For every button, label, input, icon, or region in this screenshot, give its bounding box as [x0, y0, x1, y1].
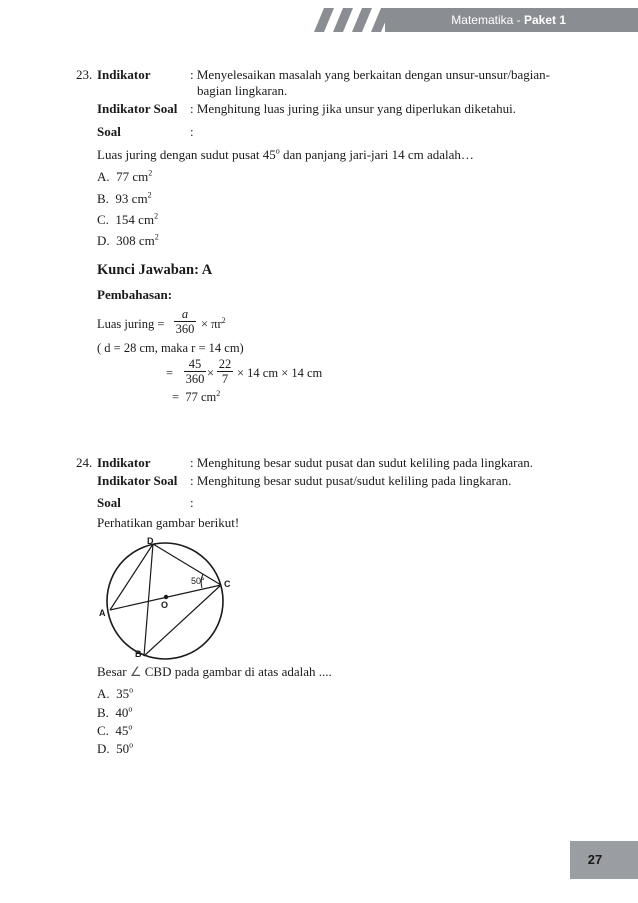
q24-indikator: : Menghitung besar sudut pusat dan sudut keliling pada lingkaran. [190, 455, 533, 470]
formula-eq1: = [166, 366, 174, 380]
q23-soal-label: Soal [97, 124, 121, 139]
q24-number: 24. [76, 455, 93, 470]
q23-indikator: : Menyelesaikan masalah yang berkaitan dengan unsur-unsur/bagian- [190, 67, 551, 82]
circle-figure [97, 535, 233, 661]
center-point [164, 595, 168, 599]
q24-question: Besar ∠ CBD pada gambar di atas adalah .... [97, 664, 332, 679]
q23-indikator-soal: : Menghitung luas juring jika unsur yang diperlukan diketahui. [190, 101, 517, 116]
q23-pembahasan-label: Pembahasan: [97, 287, 173, 302]
q24-soal-label: Soal [97, 495, 121, 510]
q24-indikator-soal-label: Indikator Soal [97, 473, 178, 488]
q23-answer-key: Kunci Jawaban: A [97, 262, 213, 278]
q23-option-b: B. 93 $cm^2$ [97, 190, 152, 206]
label-d: D [147, 536, 154, 546]
chord-cb [144, 585, 221, 656]
formula-result: = 77 $cm^2$ [172, 388, 221, 404]
label-c: C [224, 579, 231, 589]
q23-option-a: A. 77 $cm^2$ [97, 168, 153, 184]
formula-times1: × [207, 366, 215, 380]
q23-indikator-soal-label: Indikator Soal [97, 101, 178, 116]
formula-frac-22-7: $\frac{22}{7}$ [218, 357, 232, 386]
q24-option-c: C. 45$^o$ [97, 722, 133, 738]
formula-times-pir2: × $\pi r^2$ [201, 315, 226, 331]
label-o: O [161, 600, 169, 610]
label-angle: 50° [191, 576, 205, 586]
chord-db [144, 544, 153, 656]
formula-given: ( d = 28 cm, maka r = 14 cm) [97, 341, 244, 355]
q24-option-a: A. 35$^o$ [97, 685, 134, 701]
label-a: A [99, 608, 106, 618]
q23-number: 23. [76, 67, 93, 82]
q24-soal-colon: : [190, 495, 194, 510]
formula-frac-a-360: $\frac{a}{360}$ [175, 307, 195, 336]
q23-option-d: D. 308 $cm^2$ [97, 232, 159, 248]
q24-indikator-soal: : Menghitung besar sudut pusat/sudut keliling pada lingkaran. [190, 473, 512, 488]
q24-indikator-label: Indikator [97, 455, 151, 470]
q24-option-b: B. 40$^o$ [97, 704, 133, 720]
q23-question: Luas juring dengan sudut pusat 45$^o$ dan panjang jari-jari 14 cm adalah… [97, 146, 474, 162]
q23-soal-colon: : [190, 124, 194, 139]
header-title: Matematika - Paket 1 [451, 13, 566, 27]
q23-indikator-label: Indikator [97, 67, 151, 82]
q24-instruction: Perhatikan gambar berikut! [97, 515, 240, 530]
q23-indikator-cont: bagian lingkaran. [197, 83, 288, 98]
label-b: B [135, 649, 142, 659]
q23-option-c: C. 154 $cm^2$ [97, 211, 159, 227]
page-number: 27 [587, 852, 603, 867]
q24-option-d: D. 50$^o$ [97, 740, 134, 756]
formula-luas-juring: Luas juring = [97, 317, 165, 331]
formula-times-rest: × 14 cm × 14 cm [237, 366, 323, 380]
formula-frac-45-360: $\frac{45}{360}$ [185, 357, 205, 386]
